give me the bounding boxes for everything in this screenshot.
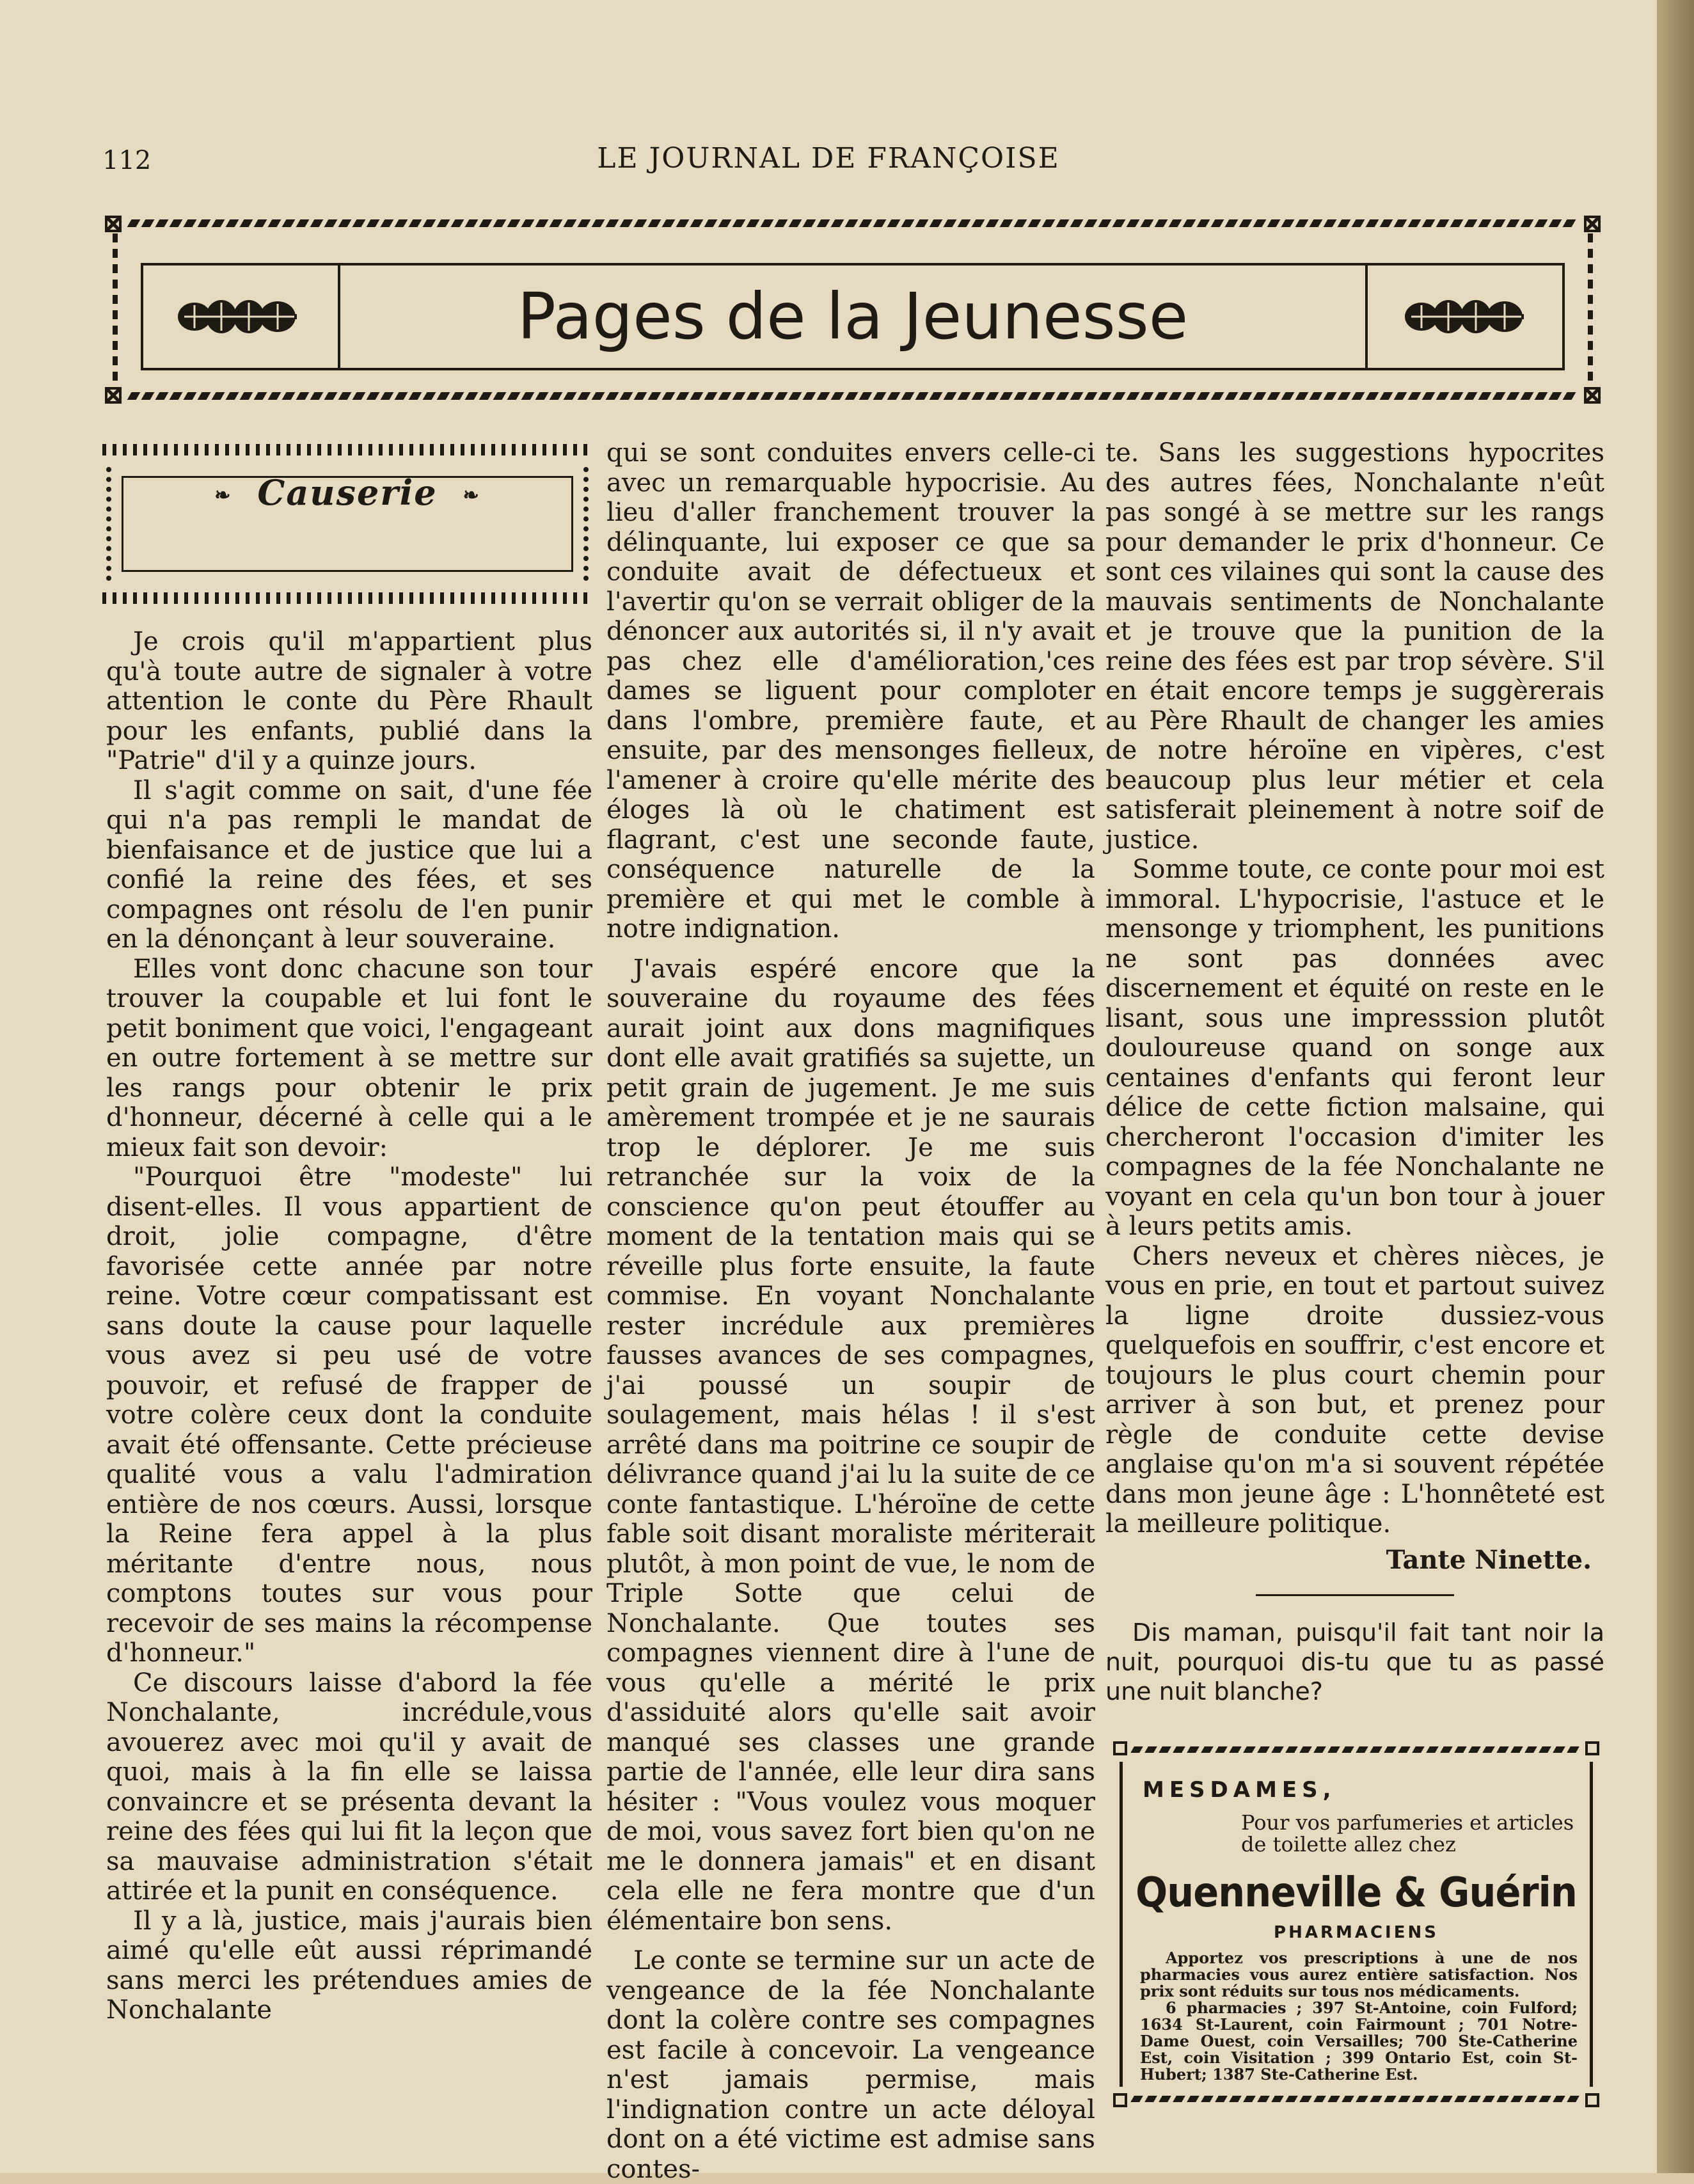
corner-ornament-icon [1585,2093,1599,2107]
running-head [102,142,1555,180]
corner-ornament-icon [1113,2093,1127,2107]
paragraph: Elles vont donc chacune son tour trouver la coupable et lui font le petit boniment que voici, l'engageant en outre fortement à se mettre sur les rangs pour obtenir le prix d'honneur, décerné à celle qui a le mieux fait son devoir: [106,954,592,1162]
paragraph: Somme toute, ce conte pour moi est immoral. L'hypocrisie, l'astuce et le mensonge y triomphent, les punitions ne sont pas données avec discernement et équité on reste en le lisant, sous une impresssion plutôt douloureuse quand on songe aux centaines d'enfants qui feront leur délice de cette fiction malsaine, qui chercheront l'occasion d'imiter les compagnes de la fée Nonchalante ne voyant en cela qu'un bon tour à jouer à leurs petits amis. [1105,855,1604,1241]
ad-border-bottom [1130,2096,1582,2102]
fleuron-icon: ❧ [463,484,480,507]
leaf-ornament-icon [1402,291,1530,342]
ad-border-top [1130,1746,1582,1753]
ad-heading: MESDAMES, [1143,1777,1336,1803]
joke-text: Dis maman, puisqu'il fait tant noir la nuit, pourquoi dis-tu que tu as passé une nuit blanche? [1105,1618,1604,1705]
corner-ornament-icon [1584,216,1601,232]
paragraph: Le conte se termine sur un acte de vengeance de la fée Nonchalante dont la colère contre ses compagnes est facile à concevoir. La vengeance n'est jamais permise, mais l'indignation contre un acte déloyal dont on a été victime est admise sans contes- [606,1946,1095,2184]
ornamental-rule [102,444,592,455]
wave-border-right [1588,233,1593,386]
corner-ornament-icon [1585,1741,1599,1755]
corner-ornament-icon [1584,387,1601,404]
paragraph: Il y a là, justice, mais j'aurais bien aimé qu'elle eût aussi réprimandé sans merci les prétendues amies de Nonchalante [106,1906,592,2025]
article-column-1 [106,627,592,2025]
paragraph: "Pourquoi être "modeste" lui disent-elles. Il vous appartient de droit, jolie compagne, d'être favorisée cette année par notre reine. Votre cœur compatissant est sans doute la cause pour laquelle vous avez si peu usé de votre pouvoir, et refusé de frapper de votre colère ceux dont la conduite avait été offensante. Cette précieuse qualité vous a valu l'admiration entière de nos cœurs. Aussi, lorsque la Reine fera appel à la plus méritante d'entre nous, nous comptons toutes sur vous pour recevoir de ses mains la récompense d'honneur." [106,1162,592,1668]
paragraph: Il s'agit comme on sait, d'une fée qui n'a pas rempli le mandat de bienfaisance et de justice que lui a confié la reine des fées, et ses compagnes ont résolu de l'en punir en la dénonçant à leur souveraine. [106,775,592,954]
banner-divider [338,265,340,368]
fleuron-icon: ❧ [214,484,232,507]
paragraph: Ce discours laisse d'abord la fée Nonchalante, incrédule,vous avouerez avec moi qu'il y avait de quoi, mais à la fin elle se laissa convaincre et se présenta devant la reine des fées qui lui fit la leçon que sa mauvaise administration s'était attirée et la punit en conséquence. [106,1668,592,1906]
article-column-3 [1105,438,1604,1706]
corner-ornament-icon [105,216,122,232]
page-edge [1657,0,1694,2173]
paragraph: J'avais espéré encore que la souveraine du royaume des fées aurait joint aux dons magnifiques dont elle avait gratifiés sa sujette, un petit grain de jugement. Je me suis amèrement trompée et je ne saurais trop le déplorer. Je me suis retranchée sur la voix de la conscience qu'on peut étouffer au moment de la tentation mais qui se réveille plus forte ensuite, la faute commise. En voyant Nonchalante rester incrédule aux premières fausses avances de ses compagnes, j'ai poussé un soupir de soulagement, mais hélas ! il s'est arrêté dans ma poitrine ce soupir de délivrance quand j'ai lu la suite de ce conte fantastique. L'héroïne de cette fable soit disant moraliste mériterait plutôt, à mon point de vue, le nom de Triple Sotte que celui de Nonchalante. Que toutes ses compagnes viennent dire à l'une de vous qu'elle a mérité le prix d'assiduité alors qu'elle sait avoir manqué ses classes une grande partie de l'année, elle leur dira sans hésiter : "Vous voulez vous moquer de moi, vous savez fort bien qu'on ne me le donnera jamais" et en disant cela elle ne fera montre que d'un élémentaire bon sens. [606,954,1095,1936]
paragraph: te. Sans les suggestions hypocrites des autres fées, Nonchalante n'eût pas songé à se mettre sur les rangs pour demander le prix d'honneur. Ce sont ces vilaines qui sont la cause des mauvais sentiments de Nonchalante et je trouve que la punition de la reine des fées est par trop sévère. S'il en était encore temps je suggèrerais au Père Rhault de changer les amies de notre héroïne en vipères, c'est beaucoup plus leur métier et cela satisferait pleinement à notre soif de justice. [1105,438,1604,855]
ad-firm-name: Quenneville & Guérin [1136,1869,1577,1917]
ad-body [1140,1950,1578,2083]
paragraph: qui se sont conduites envers celle-ci avec un remarquable hypocrisie. Au lieu d'aller franchement trouver la délinquante, lui exposer ce que sa conduite avait de défectueux et l'avertir qu'on se verrait obliger de la dénoncer aux autorités si, il n'y avait pas chez elle d'amélioration,'ces dames se liguent pour comploter dans l'ombre, première faute, et ensuite, par des mensonges fielleux, l'amener à croire qu'elle mérite des éloges là où le chatiment est flagrant, c'est une seconde faute, conséquence naturelle de la première et qui met le comble à notre indignation. [606,438,1095,944]
journal-title: LE JOURNAL DE FRANÇOISE [597,142,1060,175]
ad-addresses: 6 pharmacies ; 397 St-Antoine, coin Fulford; 1634 St-Laurent, coin Fairmount ; 701 Notre-Dame Ouest, coin Versailles; 700 Ste-Catherine Est, coin Visitation ; 399 Ontario Est, coin St-Hubert; 1387 Ste-Catherine Est. [1140,1998,1578,2084]
ad-subtitle: PHARMACIENS [1274,1923,1439,1942]
banner-frame [141,263,1565,370]
article-column-2 [606,438,1095,2184]
page-number: 112 [102,146,152,175]
leaf-ornament-icon [175,291,303,342]
pharmacy-advertisement [1113,1741,1599,2107]
corner-ornament-icon [1113,1741,1127,1755]
wave-border-top [127,219,1579,227]
causerie-title [102,472,592,513]
ad-intro: Pour vos parfumeries et articles de toilette allez chez [1241,1810,1574,1856]
causerie-label: Causerie [257,472,438,513]
section-title: Pages de la Jeunesse [517,279,1189,354]
paragraph: Chers neveux et chères nièces, je vous en prie, en tout et partout suivez la ligne droite dussiez-vous quelquefois en souffrir, c'est encore et toujours le plus court chemin pour arriver à son but, et prenez pour règle de conduite cette devise anglaise qu'on m'a si souvent répétée dans mon jeune âge : L'honnêteté est la meilleure politique. [1105,1241,1604,1539]
banner-divider [1365,265,1368,368]
section-banner [104,208,1602,411]
wave-border-bottom [127,392,1579,400]
corner-ornament-icon [105,387,122,404]
joke [1105,1618,1604,1706]
ornamental-rule [102,592,592,604]
wave-border-left [113,233,118,386]
causerie-header [102,444,592,604]
signature: Tante Ninette. [1386,1544,1592,1575]
divider [1256,1594,1454,1596]
ad-text: Apportez vos prescriptions à une de nos pharmacies vous aurez entière satisfaction. Nos prix sont réduits sur tous nos médicaments. [1140,1949,1578,2000]
paragraph: Je crois qu'il m'appartient plus qu'à toute autre de signaler à votre attention le conte du Père Rhault pour les enfants, publié dans la "Patrie" d'il y a quinze jours. [106,627,592,775]
